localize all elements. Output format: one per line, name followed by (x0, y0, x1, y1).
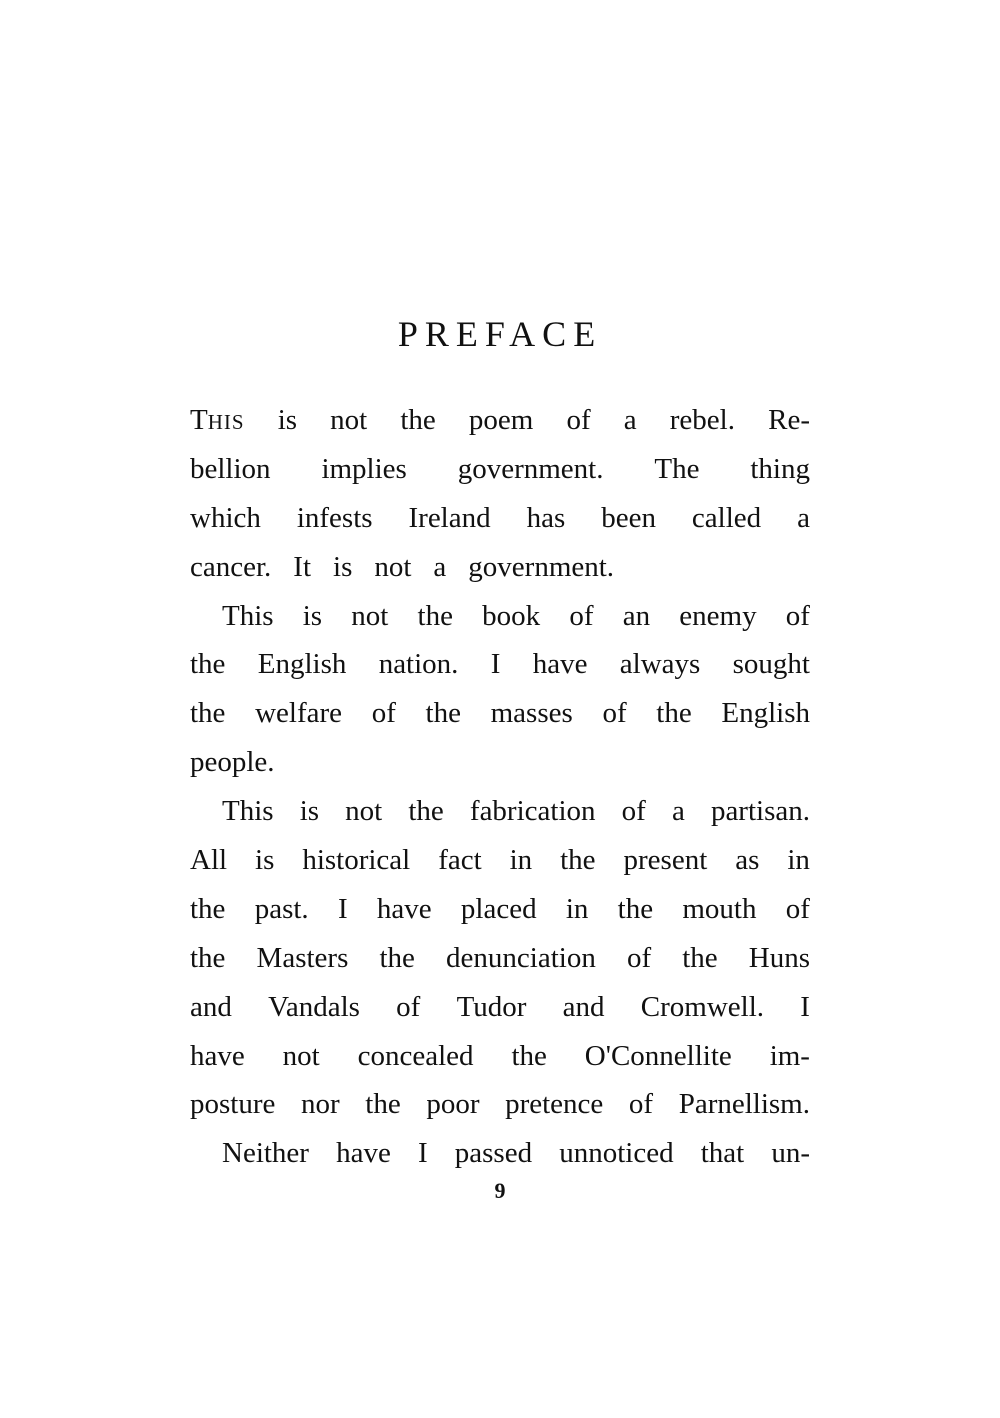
text-line (190, 445, 810, 494)
word: of (602, 697, 627, 730)
word: the (656, 697, 692, 730)
word: Tudor (456, 990, 527, 1023)
word: implies (321, 452, 407, 485)
word: I (337, 892, 348, 925)
word: the (417, 599, 453, 632)
word: and (190, 990, 232, 1023)
text-line (190, 543, 810, 592)
word: of (785, 599, 810, 632)
word: nor (300, 1088, 340, 1121)
word: Ireland (408, 501, 491, 534)
word: a (623, 404, 637, 436)
word: have (376, 892, 432, 925)
word: always (619, 648, 701, 681)
word: government. (457, 452, 604, 485)
word: of (626, 941, 652, 974)
word: of (621, 795, 646, 828)
word: thing (750, 452, 810, 485)
word: English (721, 697, 810, 730)
word: not (345, 795, 383, 828)
word: the (682, 941, 718, 974)
word: historical (302, 844, 411, 877)
word: Cromwell. (640, 990, 765, 1023)
word: partisan. (710, 795, 810, 828)
text-line (190, 787, 810, 836)
word: English (257, 648, 347, 681)
word: fabrication (469, 795, 596, 828)
text-line (190, 396, 810, 445)
word: the (190, 648, 226, 681)
word: masses (490, 697, 573, 730)
word: in (787, 844, 810, 877)
word: the (617, 892, 654, 925)
text-line (190, 738, 810, 787)
word: not (351, 599, 389, 632)
word: posture (190, 1088, 276, 1121)
word: sought (732, 648, 810, 681)
word: not (282, 1039, 320, 1072)
word: poor (426, 1088, 480, 1121)
word: placed (460, 892, 537, 925)
word: of (371, 697, 396, 730)
word: has (526, 501, 566, 534)
word: the (511, 1039, 547, 1072)
word: not (374, 550, 412, 583)
text-line (190, 934, 810, 983)
text-line (190, 836, 810, 885)
word: Parnellism. (678, 1088, 810, 1121)
word: mouth (682, 892, 757, 925)
word: THIS (190, 404, 245, 436)
word: past. (254, 892, 309, 925)
word: enemy (679, 599, 757, 632)
word: nation. (378, 648, 459, 681)
word: have (336, 1137, 391, 1170)
word: fact (438, 844, 482, 877)
page-heading: PREFACE (397, 314, 603, 354)
text-line (190, 983, 810, 1032)
word: the (379, 941, 415, 974)
word: rebel. (669, 404, 735, 436)
word: is (255, 844, 275, 877)
word: infests (296, 501, 373, 534)
word: which (190, 501, 261, 534)
word: is (333, 550, 353, 583)
word: I (417, 1137, 428, 1170)
word: cancer. (190, 550, 272, 583)
word: the (190, 697, 226, 730)
word: Neither (222, 1137, 309, 1170)
text-line (190, 1032, 810, 1081)
preface-body (190, 396, 810, 1178)
word: that (700, 1137, 745, 1170)
word: people. (190, 746, 275, 779)
text-line (190, 640, 810, 689)
word: of (628, 1088, 654, 1121)
word: Vandals (268, 990, 360, 1023)
word: government. (468, 550, 615, 583)
word: called (691, 501, 762, 534)
word: is (277, 404, 298, 436)
word: a (797, 501, 810, 534)
word: been (601, 501, 656, 534)
text-line (190, 885, 810, 934)
word: is (299, 795, 320, 828)
word: Re- (768, 404, 810, 436)
word: the (408, 795, 444, 828)
word: as (735, 844, 760, 877)
word: unnoticed (559, 1137, 674, 1170)
word: in (509, 844, 533, 877)
word: Huns (748, 941, 810, 974)
word: in (565, 892, 589, 925)
word: the (425, 697, 461, 730)
word: It (293, 550, 312, 583)
word: bellion (190, 452, 271, 485)
word: and (562, 990, 605, 1023)
word: not (330, 404, 368, 436)
word: denunciation (446, 941, 596, 974)
word: an (622, 599, 651, 632)
word: of (785, 892, 810, 925)
word: have (532, 648, 588, 681)
word: pretence (505, 1088, 604, 1121)
word: a (671, 795, 685, 828)
word: The (654, 452, 700, 485)
word: of (569, 599, 594, 632)
text-line (190, 689, 810, 738)
word: Masters (256, 941, 349, 974)
word: the (400, 404, 436, 436)
word: book (482, 599, 541, 632)
word: All (190, 844, 228, 877)
page-number: 9 (494, 1178, 506, 1203)
word: of (566, 404, 591, 436)
text-line (190, 1080, 810, 1129)
word: the (190, 892, 226, 925)
word: a (433, 550, 447, 583)
word: the (190, 941, 226, 974)
word: concealed (357, 1039, 474, 1072)
word: have (190, 1039, 245, 1072)
text-line (190, 494, 810, 543)
word: poem (468, 404, 534, 436)
word: This (222, 599, 274, 632)
word: the (560, 844, 596, 877)
word: is (302, 599, 323, 632)
text-line (190, 592, 810, 641)
word: present (623, 844, 708, 877)
word: passed (454, 1137, 533, 1170)
word: welfare (255, 697, 343, 730)
word: O'Connellite (584, 1039, 732, 1072)
word: I (800, 990, 810, 1023)
word: of (396, 990, 421, 1023)
word: the (365, 1088, 401, 1121)
text-line (190, 1129, 810, 1178)
word: im- (769, 1039, 810, 1072)
word: I (490, 648, 501, 681)
word: un- (771, 1137, 810, 1170)
word: This (222, 795, 274, 828)
